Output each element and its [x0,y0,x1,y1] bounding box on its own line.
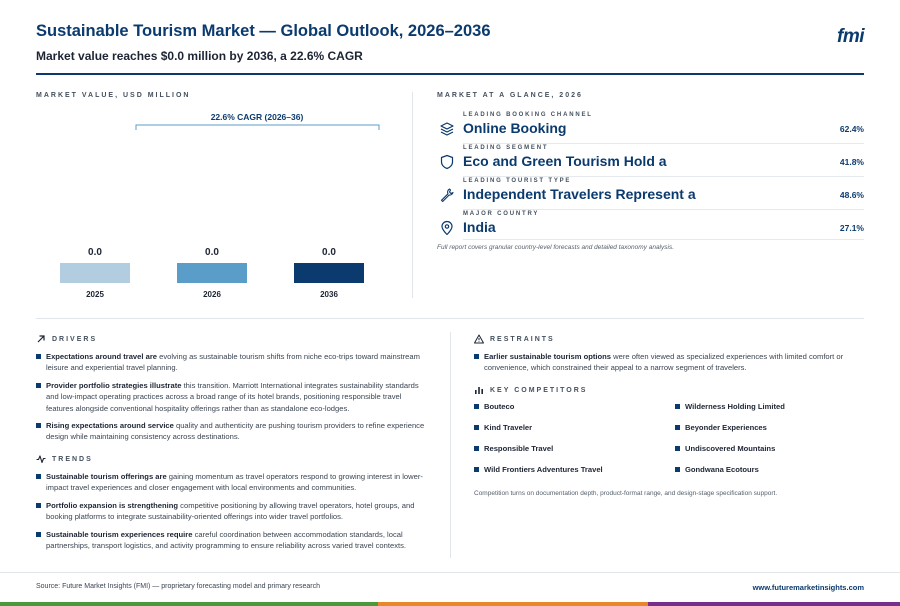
shield-icon [439,154,455,170]
fmi-logo[interactable]: fmi [837,26,864,47]
competitor-item: Kind Traveler [474,423,532,432]
layers-icon [439,121,455,137]
activity-icon [36,454,46,464]
warning-icon [474,334,484,344]
list-item: Sustainable tourism experiences require careful coordination between accommodation standards, local partnerships, transport logistics, and activity programming to ensure reliability across varied travel contexts. [36,529,428,552]
column-divider [450,332,451,558]
glance-item-pct: 27.1% [839,223,864,233]
wrench-icon [439,187,455,203]
glance-item-value: Independent Travelers Represent a [463,186,696,202]
glance-section-label: MARKET AT A GLANCE, 2026 [437,92,583,99]
report-header [36,22,864,63]
competitors-note: Competition turns on documentation depth, product-format range, and design-stage specification support. [474,490,778,497]
footer-bar-segment [0,602,378,606]
map-pin-icon [439,220,455,236]
chart-section-label: MARKET VALUE, USD MILLION [36,92,191,99]
competitor-item: Gondwana Ecotours [675,465,759,474]
bar-2025 [60,263,130,283]
footer-divider [0,572,900,573]
competitor-item: Bouteco [474,402,514,411]
x-tick-label: 2036 [320,290,338,299]
list-item: Rising expectations around service quality and authenticity are pushing tourism providers to refine experience design while maintaining consistency across destinations. [36,420,428,443]
glance-item-booking-channel [437,112,864,142]
trends-heading [36,454,93,464]
trends-list [36,471,428,551]
panel-divider [412,92,413,298]
glance-item-pct: 41.8% [839,157,864,167]
glance-item-label: LEADING SEGMENT [463,145,549,151]
glance-item-value: India [463,219,496,235]
competitor-item: Beyonder Experiences [675,423,767,432]
list-item: Portfolio expansion is strengthening competitive positioning by allowing travel operators, hotel groups, and booking platforms to integrate sustainability-oriented offerings into wider travel portfolios. [36,500,428,523]
bar-2036 [294,263,364,283]
drivers-heading [36,334,97,344]
trends-label: TRENDS [52,455,93,463]
competitor-item: Wild Frontiers Adventures Travel [474,465,603,474]
bar-value-label: 0.0 [88,247,102,258]
glance-separator [463,143,864,144]
glance-item-segment [437,145,864,175]
footer-bar-segment [648,602,900,606]
footer-website-link[interactable]: www.futuremarketinsights.com [752,583,864,592]
glance-item-value: Eco and Green Tourism Hold a [463,153,667,169]
page-subtitle: Market value reaches $0.0 million by 2036, a 22.6% CAGR [36,49,363,63]
glance-item-tourist-type [437,178,864,208]
glance-separator [463,239,864,240]
market-at-a-glance [437,92,864,251]
glance-note: Full report covers granular country-level forecasts and detailed taxonomy analysis. [437,244,675,251]
competitor-item: Responsible Travel [474,444,553,453]
list-item: Expectations around travel are evolving as sustainable tourism shifts from niche eco-trips toward mainstream leisure and experiential travel planning. [36,351,428,374]
drivers-list [36,351,428,443]
glance-item-pct: 62.4% [839,124,864,134]
glance-separator [463,176,864,177]
section-divider [36,318,864,319]
footer-bar-segment [378,602,648,606]
arrow-up-right-icon [36,334,46,344]
competitors-heading [474,385,587,395]
restraints-label: RESTRAINTS [490,335,555,343]
bar-value-label: 0.0 [205,247,219,258]
glance-item-label: LEADING TOURIST TYPE [463,178,572,184]
bar-chart-icon [474,385,484,395]
glance-item-value: Online Booking [463,120,567,136]
glance-item-pct: 48.6% [839,190,864,200]
list-item: Earlier sustainable tourism options were often viewed as specialized experiences with limited comfort or convenience, which constrained their appeal to a narrow segment of travelers. [474,351,864,374]
cagr-label: 22.6% CAGR (2026–36) [210,112,304,122]
restraints-list [474,351,864,374]
page-title: Sustainable Tourism Market — Global Outlook, 2026–2036 [36,22,491,40]
x-tick-label: 2026 [203,290,221,299]
competitor-item: Undiscovered Mountains [675,444,775,453]
market-value-chart [36,92,396,302]
drivers-label: DRIVERS [52,335,98,343]
glance-item-label: LEADING BOOKING CHANNEL [463,112,593,118]
market-value-chart-panel [36,92,396,302]
glance-item-label: MAJOR COUNTRY [463,211,540,217]
bar-2026 [177,263,247,283]
restraints-heading [474,334,555,344]
list-item: Provider portfolio strategies illustrate this transition. Marriott International integrates sustainability standards and low-impact operating practices across a broad range of its hotel brands, positioning responsible travel features alongside conventional hospitality offerings rather than as standalone eco-lodges. [36,380,428,414]
competitor-item: Wilderness Holding Limited [675,402,785,411]
footer-color-bar [0,602,900,606]
glance-separator [463,209,864,210]
x-tick-label: 2025 [86,290,104,299]
competitors-label: KEY COMPETITORS [490,386,588,394]
glance-item-country [437,211,864,241]
list-item: Sustainable tourism offerings are gaining momentum as travel operators respond to growing interest in lower-impact travel experiences and closer engagement with local environments and communities. [36,471,428,494]
cagr-bracket [136,125,379,130]
bar-value-label: 0.0 [322,247,336,258]
footer-source: Source: Future Market Insights (FMI) — proprietary forecasting model and primary research [36,583,320,590]
header-divider [36,73,864,75]
